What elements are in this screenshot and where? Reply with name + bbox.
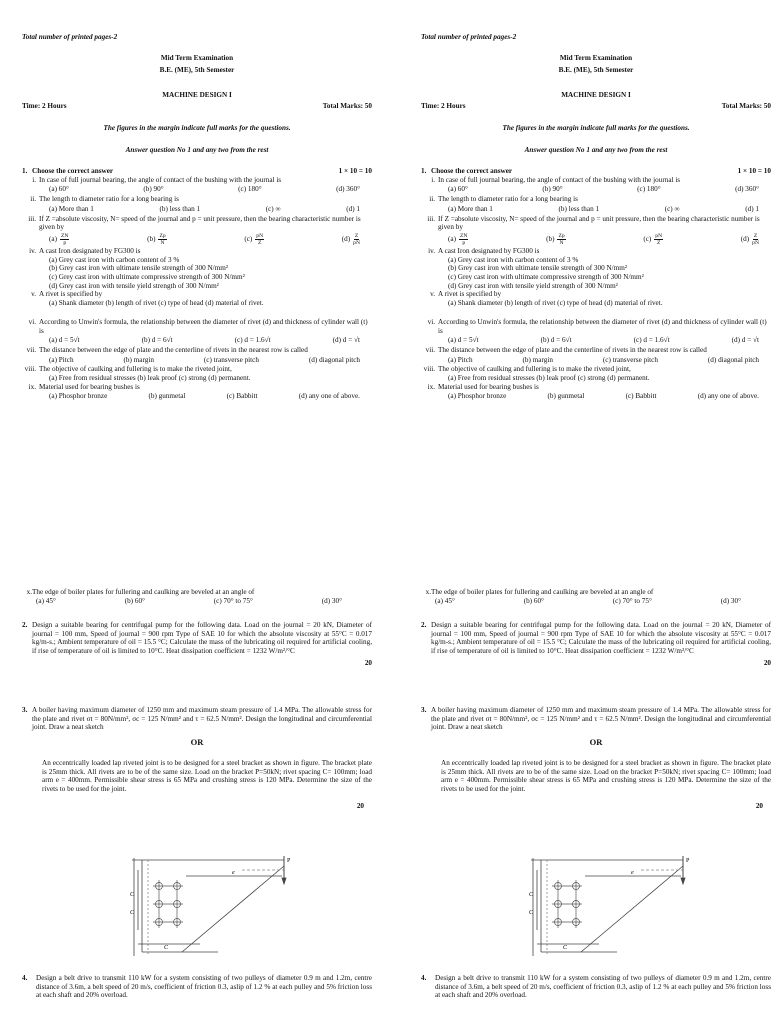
mcq-item xyxy=(22,195,372,214)
mcq-question: The length to diameter ratio for a long bearing is xyxy=(39,195,179,204)
question-text: Design a belt drive to transmit 110 kW for a system consisting of two pulleys of diameter 0.9 m and 1.2m, centre distance of 3.6m, a belt speed of 20 m/s, coefficient of friction 0.3, aslip of 1.2 % at each pulley and 5% friction loss at each shaft and 20% overload. xyxy=(435,974,771,1000)
exam-title: Mid Term Examination xyxy=(559,54,633,62)
mcq-option xyxy=(346,205,360,214)
fraction-denominator: p xyxy=(462,239,466,246)
fraction-numerator: ZN xyxy=(60,232,69,239)
mcq-item xyxy=(22,176,372,195)
mcq-number: vii. xyxy=(26,345,36,354)
mcq-option-label: (a) d = 5√t xyxy=(448,336,479,345)
fraction xyxy=(60,233,69,246)
question-number: 4. xyxy=(22,974,28,982)
mcq-option-label: (d) diagonal pitch xyxy=(707,355,759,364)
mcq-number: v. xyxy=(31,290,36,299)
subject-title: MACHINE DESIGN I xyxy=(561,91,631,99)
question-marks: 20 xyxy=(356,801,364,810)
question-number: 2. xyxy=(22,621,28,629)
mcq-option xyxy=(244,233,264,246)
mcq-question: The distance between the edge of plate and the centerline of rivets in the nearest row is called xyxy=(438,345,707,354)
mcq-option-line: (a) Free from residual stresses (b) leak proof (c) strong (d) permanent. xyxy=(448,374,650,383)
time-label: Time: 2 Hours xyxy=(22,102,67,110)
question-number: 1. xyxy=(421,167,427,175)
mcq-option xyxy=(204,356,259,365)
spacing-label-c: C xyxy=(529,892,534,898)
mcq-options xyxy=(22,597,372,606)
bracket-diagram xyxy=(122,856,292,962)
mcq-options xyxy=(22,232,372,247)
mcq-number: v. xyxy=(430,290,435,299)
mcq-option-label: (a) Phosphor bronze xyxy=(49,392,108,401)
mcq-option xyxy=(542,185,562,194)
question-number: 1. xyxy=(22,167,28,175)
mcq-item xyxy=(22,318,372,346)
mcq-option xyxy=(745,205,759,214)
mcq-item xyxy=(22,346,372,365)
mcq-item-x xyxy=(22,588,372,605)
question-2 xyxy=(22,621,372,668)
question-1 xyxy=(421,167,771,402)
mcq-option-label: (a) d = 5√t xyxy=(49,336,80,345)
fraction-numerator: pN xyxy=(655,232,663,239)
mcq-option xyxy=(235,336,271,345)
mcq-option-label: (d) d = √t xyxy=(332,336,360,345)
mcq-option-line: (a) Shank diameter (b) length of rivet (c) type of head (d) material of rivet. xyxy=(448,299,663,308)
mcq-item-x xyxy=(421,588,771,605)
mcq-option-label: (c) transverse pitch xyxy=(602,355,658,364)
mcq-option xyxy=(49,233,69,246)
mcq-option-label: (c) ∞ xyxy=(664,204,680,213)
mcq-question: A cast Iron designated by FG300 is xyxy=(39,246,141,255)
fraction-denominator: N xyxy=(160,239,165,246)
mcq-option xyxy=(333,336,360,345)
fraction-numerator: Zp xyxy=(558,232,565,239)
mcq-option xyxy=(741,233,759,246)
mcq-option-label: (b) xyxy=(147,235,156,244)
mcq-option-label: (a) xyxy=(448,235,456,244)
riveted-bracket-figure xyxy=(521,856,691,962)
mcq-item xyxy=(421,383,771,402)
exam-title: Mid Term Examination xyxy=(160,54,234,62)
or-separator: OR xyxy=(589,737,603,748)
mcq-item xyxy=(421,195,771,214)
question-text: Design a belt drive to transmit 110 kW for a system consisting of two pulleys of diameter 0.9 m and 1.2m, centre distance of 3.6m, a belt speed of 20 m/s, coefficient of friction 0.3, aslip of 1.2 % at each pulley and 5% friction loss at each shaft and 20% overload. xyxy=(36,974,372,1000)
mcq-option-label: (d) diagonal pitch xyxy=(308,355,360,364)
mcq-option-label: (c) d = 1.6√t xyxy=(234,336,271,345)
answer-instruction: Answer question No 1 and any two from the rest xyxy=(524,146,668,154)
mcq-option-label: (b) 90° xyxy=(143,185,164,194)
or-separator: OR xyxy=(190,737,204,748)
mcq-number: viii. xyxy=(24,365,36,374)
fraction xyxy=(654,233,663,246)
mcq-option xyxy=(299,392,360,401)
fraction xyxy=(752,233,759,246)
mcq-number: iv. xyxy=(428,246,435,255)
mcq-option-label: (b) less than 1 xyxy=(159,204,201,213)
mcq-option-label: (c) ∞ xyxy=(265,204,281,213)
fraction xyxy=(353,233,360,246)
fraction-numerator: Z xyxy=(753,232,758,239)
mcq-option: (d) 30° xyxy=(321,596,342,605)
mcq-option-line: (b) Grey cast iron with ultimate tensile strength of 300 N/mm² xyxy=(448,264,628,273)
mcq-option xyxy=(448,392,506,401)
mcq-option-label: (c) 180° xyxy=(238,185,262,194)
exam-column-right xyxy=(421,0,771,1024)
mcq-item xyxy=(22,247,372,291)
question-marks: 20 xyxy=(763,658,771,667)
question-title: Choose the correct answer xyxy=(32,167,114,175)
fraction-denominator: Z xyxy=(657,239,661,246)
mcq-option xyxy=(124,356,154,365)
mcq-item xyxy=(22,383,372,402)
load-label-p: P xyxy=(287,858,291,864)
mcq-option-label: (c) xyxy=(244,235,253,244)
mcq-number: ix. xyxy=(427,382,435,391)
fraction xyxy=(255,233,264,246)
question-number: 4. xyxy=(421,974,427,982)
mcq-number: vi. xyxy=(427,317,435,326)
mcq-option-label: (c) d = 1.6√t xyxy=(633,336,670,345)
mcq-options xyxy=(22,335,372,346)
mcq-question: Material used for bearing bushes is xyxy=(438,382,539,391)
mcq-number: i. xyxy=(32,175,36,184)
mcq-question: According to Unwin's formula, the relationship between the diameter of rivet (d) and thickness of cylinder wall (t) is xyxy=(39,317,368,335)
mcq-option xyxy=(49,392,107,401)
fraction-denominator: Z xyxy=(258,239,262,246)
mcq-item xyxy=(421,215,771,247)
riveted-bracket-figure xyxy=(122,856,292,962)
mcq-number: i. xyxy=(431,175,435,184)
spacing-label-c: C xyxy=(130,892,135,898)
mcq-item xyxy=(421,247,771,291)
mcq-option xyxy=(698,392,759,401)
load-label-p: P xyxy=(686,858,690,864)
mcq-options xyxy=(421,391,771,402)
mcq-options xyxy=(421,184,771,195)
mcq-option xyxy=(523,356,553,365)
mcq-option xyxy=(266,205,281,214)
question-3 xyxy=(421,706,771,810)
mcq-number: viii. xyxy=(423,365,435,374)
question-2 xyxy=(421,621,771,668)
mcq-option-label: (d) xyxy=(341,235,351,244)
mcq-option xyxy=(603,356,658,365)
course-line: B.E. (ME), 5th Semester xyxy=(159,66,235,74)
question-number: 3. xyxy=(421,706,427,714)
load-arm-label-e: e xyxy=(232,870,235,876)
question-title: Choose the correct answer xyxy=(431,167,513,175)
mcq-option-label: (d) 360° xyxy=(735,185,759,194)
question-4 xyxy=(22,974,372,1000)
mcq-option-line: (d) Grey cast iron with tensile yield strength of 300 N/mm² xyxy=(49,281,219,290)
fraction-numerator: ZN xyxy=(459,232,468,239)
mcq-option-label: (b) xyxy=(546,235,555,244)
mcq-option-label: (a) xyxy=(49,235,57,244)
mcq-option xyxy=(238,185,261,194)
mcq-option-label: (d) any one of above. xyxy=(298,392,360,401)
mcq-number: iii. xyxy=(28,214,36,223)
mcq-option-label: (c) 180° xyxy=(637,185,661,194)
mcq-option xyxy=(336,185,360,194)
mcq-option xyxy=(634,336,670,345)
printed-pages-note: Total number of printed pages-2 xyxy=(421,33,517,41)
mcq-option xyxy=(148,392,185,401)
mcq-option xyxy=(309,356,360,365)
instructions-note: The figures in the margin indicate full marks for the questions. xyxy=(502,124,690,132)
mcq-option xyxy=(227,392,258,401)
mcq-option xyxy=(342,233,360,246)
mcq-option xyxy=(49,185,69,194)
mcq-option: (c) 70° to 75° xyxy=(213,596,253,605)
mcq-number: x. xyxy=(425,588,431,596)
mcq-option-label: (b) d = 6√t xyxy=(141,336,173,345)
fraction-denominator: p xyxy=(63,239,67,246)
fraction-denominator: pN xyxy=(752,239,759,246)
mcq-option-line: (c) Grey cast iron with ultimate compressive strength of 300 N/mm² xyxy=(49,273,245,282)
mcq-options xyxy=(22,204,372,215)
mcq-question: In case of full journal bearing, the angle of contact of the bushing with the journal is xyxy=(39,175,282,184)
spacing-label-c: C xyxy=(563,945,568,951)
mcq-item xyxy=(22,290,372,307)
question-number: 3. xyxy=(22,706,28,714)
fraction-denominator: pN xyxy=(353,239,360,246)
fraction xyxy=(459,233,468,246)
mcq-question: The objective of caulking and fullering is to make the riveted joint, xyxy=(39,365,232,374)
time-marks-row xyxy=(22,102,372,111)
mcq-item xyxy=(421,318,771,346)
fraction-numerator: pN xyxy=(256,232,264,239)
mcq-item xyxy=(421,365,771,382)
mcq-option-label: (a) Phosphor bronze xyxy=(448,392,507,401)
mcq-option xyxy=(559,205,600,214)
mcq-option-label: (b) less than 1 xyxy=(558,204,600,213)
mcq-question: A cast Iron designated by FG300 is xyxy=(438,246,540,255)
mcq-option-label: (b) gunmetal xyxy=(148,392,186,401)
load-arm-label-e: e xyxy=(631,870,634,876)
mcq-item xyxy=(22,365,372,382)
question-3 xyxy=(22,706,372,810)
mcq-option-label: (b) margin xyxy=(123,355,154,364)
mcq-option-label: (d) d = √t xyxy=(731,336,759,345)
printed-pages-note: Total number of printed pages-2 xyxy=(22,33,118,41)
subject-title: MACHINE DESIGN I xyxy=(162,91,232,99)
mcq-option-label: (b) margin xyxy=(522,355,553,364)
mcq-options xyxy=(421,355,771,366)
mcq-question: The length to diameter ratio for a long bearing is xyxy=(438,195,578,204)
mcq-option xyxy=(448,205,493,214)
mcq-option-line: (a) Grey cast iron with carbon content of 3 % xyxy=(49,255,180,264)
mcq-question: According to Unwin's formula, the relationship between the diameter of rivet (d) and thickness of cylinder wall (t) is xyxy=(438,317,767,335)
alternate-question-text: An eccentrically loaded lap riveted joint is to be designed for a steel bracket as shown in figure. The bracket plate is 25mm thick. All rivets are to be of the same size. Load on the bracket P=50kN; rivet spacing C= 100mm; load arm e = 400mm. Permissible shear stress is 65 MPa and crushing stress is 120 MPa. Determine the size of the rivets to be used for the joint. xyxy=(42,758,372,793)
mcq-option-label: (c) Babbitt xyxy=(625,392,657,401)
mcq-option-label: (b) 90° xyxy=(542,185,563,194)
mcq-number: x. xyxy=(26,588,32,596)
mcq-option-label: (d) 360° xyxy=(336,185,360,194)
alternate-question-text: An eccentrically loaded lap riveted joint is to be designed for a steel bracket as shown in figure. The bracket plate is 25mm thick. All rivets are to be of the same size. Load on the bracket P=50kN; rivet spacing C= 100mm; load arm e = 400mm. Permissible shear stress is 65 MPa and crushing stress is 120 MPa. Determine the size of the rivets to be used for the joint. xyxy=(441,758,771,793)
mcq-number: ix. xyxy=(28,382,36,391)
question-marks: 20 xyxy=(755,801,763,810)
fraction-numerator: Z xyxy=(354,232,359,239)
mcq-option: (a) 45° xyxy=(36,596,56,605)
total-marks-label: Total Marks: 50 xyxy=(322,102,372,110)
mcq-number: ii. xyxy=(429,195,435,204)
mcq-option-line: (a) Free from residual stresses (b) leak proof (c) strong (d) permanent. xyxy=(49,374,251,383)
mcq-question: A rivet is specified by xyxy=(39,290,103,299)
mcq-options xyxy=(421,232,771,247)
question-text: A boiler having maximum diameter of 1250 mm and maximum steam pressure of 1.4 MPa. The allowable stress for the plate and rivet σt = 80N/mm², σc = 125 N/mm² and τ = 62.5 N/mm². Design the longitudinal and circumferential joint. Draw a neat sketch xyxy=(431,706,771,732)
question-text: Design a suitable bearing for centrifugal pump for the following data. Load on the journal = 20 kN, Diameter of journal = 100 mm, Speed of journal = 900 rpm Type of SAE 10 for which the absolute viscosity at 55°C = 0.017 kg/m-s.; Ambient temperature of oil = 15.5 °C; Calculate the mass of the lubricating oil required for artificial cooling, if rise of temperature of oil is limited to 10°C. Heat dissipation coefficient = 1232 W/m²/°C xyxy=(32,621,372,656)
mcq-option xyxy=(732,336,759,345)
mcq-option xyxy=(147,233,167,246)
mcq-number: iv. xyxy=(29,246,36,255)
mcq-question: The distance between the edge of plate and the centerline of rivets in the nearest row is called xyxy=(39,345,308,354)
mcq-option xyxy=(637,185,660,194)
spacing-label-c: C xyxy=(529,910,534,916)
mcq-option xyxy=(665,205,680,214)
mcq-option xyxy=(160,205,201,214)
mcq-list xyxy=(421,176,771,402)
mcq-option xyxy=(448,336,479,345)
mcq-options xyxy=(22,355,372,366)
mcq-option xyxy=(708,356,759,365)
answer-instruction: Answer question No 1 and any two from the rest xyxy=(125,146,269,154)
fraction xyxy=(557,233,565,246)
mcq-option-line: (b) Grey cast iron with ultimate tensile strength of 300 N/mm² xyxy=(49,264,229,273)
question-text: A boiler having maximum diameter of 1250 mm and maximum steam pressure of 1.4 MPa. The allowable stress for the plate and rivet σt = 80N/mm², σc = 125 N/mm² and τ = 62.5 N/mm². Design the longitudinal and circumferential joint. Draw a neat sketch xyxy=(32,706,372,732)
time-label: Time: 2 Hours xyxy=(421,102,466,110)
question-text: Design a suitable bearing for centrifugal pump for the following data. Load on the journal = 20 kN, Diameter of journal = 100 mm, Speed of journal = 900 rpm Type of SAE 10 for which the absolute viscosity at 55°C = 0.017 kg/m-s.; Ambient temperature of oil = 15.5 °C; Calculate the mass of the lubricating oil required for artificial cooling, if rise of temperature of oil is limited to 10°C. Heat dissipation coefficient = 1232 W/m²/°C xyxy=(431,621,771,656)
instructions-note: The figures in the margin indicate full marks for the questions. xyxy=(103,124,291,132)
mcq-option xyxy=(143,185,163,194)
mcq-option xyxy=(142,336,173,345)
mcq-list xyxy=(22,176,372,402)
mcq-option xyxy=(735,185,759,194)
total-marks-label: Total Marks: 50 xyxy=(721,102,771,110)
mcq-options xyxy=(22,184,372,195)
mcq-option-label: (d) 1 xyxy=(745,204,759,213)
mcq-option-line: (d) Grey cast iron with tensile yield strength of 300 N/mm² xyxy=(448,281,618,290)
mcq-number: vii. xyxy=(425,345,435,354)
mcq-option: (c) 70° to 75° xyxy=(612,596,652,605)
mcq-item xyxy=(22,215,372,247)
question-marks: 20 xyxy=(364,658,372,667)
question-number: 2. xyxy=(421,621,427,629)
mcq-option xyxy=(643,233,663,246)
fraction-numerator: Zp xyxy=(159,232,166,239)
mcq-question: If Z =absolute viscosity, N= speed of the journal and p = unit pressure, then the bearing characteristic number is given by xyxy=(438,214,760,232)
mcq-option xyxy=(546,233,566,246)
mcq-number: ii. xyxy=(30,195,36,204)
mcq-item xyxy=(421,176,771,195)
fraction-denominator: N xyxy=(559,239,564,246)
mcq-question: If Z =absolute viscosity, N= speed of the journal and p = unit pressure, then the bearing characteristic number is given by xyxy=(39,214,361,232)
question-1 xyxy=(22,167,372,402)
mcq-option-label: (a) Pitch xyxy=(448,355,473,364)
mcq-question: The edge of boiler plates for fullering and caulking are beveled at an angle of xyxy=(431,588,654,596)
mcq-number: vi. xyxy=(28,317,36,326)
mcq-option-label: (b) d = 6√t xyxy=(540,336,572,345)
mcq-option xyxy=(626,392,657,401)
mcq-option: (d) 30° xyxy=(720,596,741,605)
mcq-option xyxy=(547,392,584,401)
question-1-header xyxy=(22,167,372,176)
mcq-options xyxy=(22,391,372,402)
question-4 xyxy=(421,974,771,1000)
exam-column-left xyxy=(22,0,372,1024)
mcq-option-label: (d) xyxy=(740,235,750,244)
mcq-question: Material used for bearing bushes is xyxy=(39,382,140,391)
mcq-option-label: (d) any one of above. xyxy=(697,392,759,401)
question-1-header xyxy=(421,167,771,176)
mcq-option-line: (c) Grey cast iron with ultimate compressive strength of 300 N/mm² xyxy=(448,273,644,282)
mcq-options xyxy=(421,335,771,346)
mcq-option-label: (c) Babbitt xyxy=(226,392,258,401)
mcq-option-label: (c) xyxy=(643,235,652,244)
mcq-options xyxy=(421,204,771,215)
mcq-option-label: (d) 1 xyxy=(346,204,360,213)
mcq-option-label: (a) 60° xyxy=(49,185,69,194)
mcq-option-label: (b) gunmetal xyxy=(547,392,585,401)
mcq-option xyxy=(448,356,473,365)
mcq-option xyxy=(448,185,468,194)
mcq-item xyxy=(421,346,771,365)
fraction xyxy=(158,233,166,246)
mcq-option-label: (a) 60° xyxy=(448,185,468,194)
time-marks-row xyxy=(421,102,771,111)
mcq-question: A rivet is specified by xyxy=(438,290,502,299)
mcq-option-label: (a) Pitch xyxy=(49,355,74,364)
mcq-option-line: (a) Grey cast iron with carbon content of 3 % xyxy=(448,255,579,264)
spacing-label-c: C xyxy=(130,910,135,916)
mcq-option xyxy=(49,205,94,214)
mcq-options xyxy=(421,597,771,606)
course-line: B.E. (ME), 5th Semester xyxy=(558,66,634,74)
bracket-diagram xyxy=(521,856,691,962)
mcq-option: (b) 60° xyxy=(523,596,544,605)
mcq-option xyxy=(448,233,468,246)
mcq-option: (b) 60° xyxy=(124,596,145,605)
mcq-option xyxy=(49,336,80,345)
question-marks: 1 × 10 = 10 xyxy=(338,167,372,175)
mcq-option: (a) 45° xyxy=(435,596,455,605)
spacing-label-c: C xyxy=(164,945,169,951)
mcq-option-line: (a) Shank diameter (b) length of rivet (c) type of head (d) material of rivet. xyxy=(49,299,264,308)
mcq-question: The edge of boiler plates for fullering and caulking are beveled at an angle of xyxy=(32,588,255,596)
question-marks: 1 × 10 = 10 xyxy=(737,167,771,175)
mcq-option xyxy=(49,356,74,365)
mcq-question: The objective of caulking and fullering is to make the riveted joint, xyxy=(438,365,631,374)
mcq-option xyxy=(541,336,572,345)
mcq-item xyxy=(421,290,771,307)
mcq-question: In case of full journal bearing, the angle of contact of the bushing with the journal is xyxy=(438,175,681,184)
mcq-option-label: (a) More than 1 xyxy=(448,204,493,213)
mcq-number: iii. xyxy=(427,214,435,223)
mcq-option-label: (c) transverse pitch xyxy=(203,355,259,364)
mcq-option-label: (a) More than 1 xyxy=(49,204,94,213)
